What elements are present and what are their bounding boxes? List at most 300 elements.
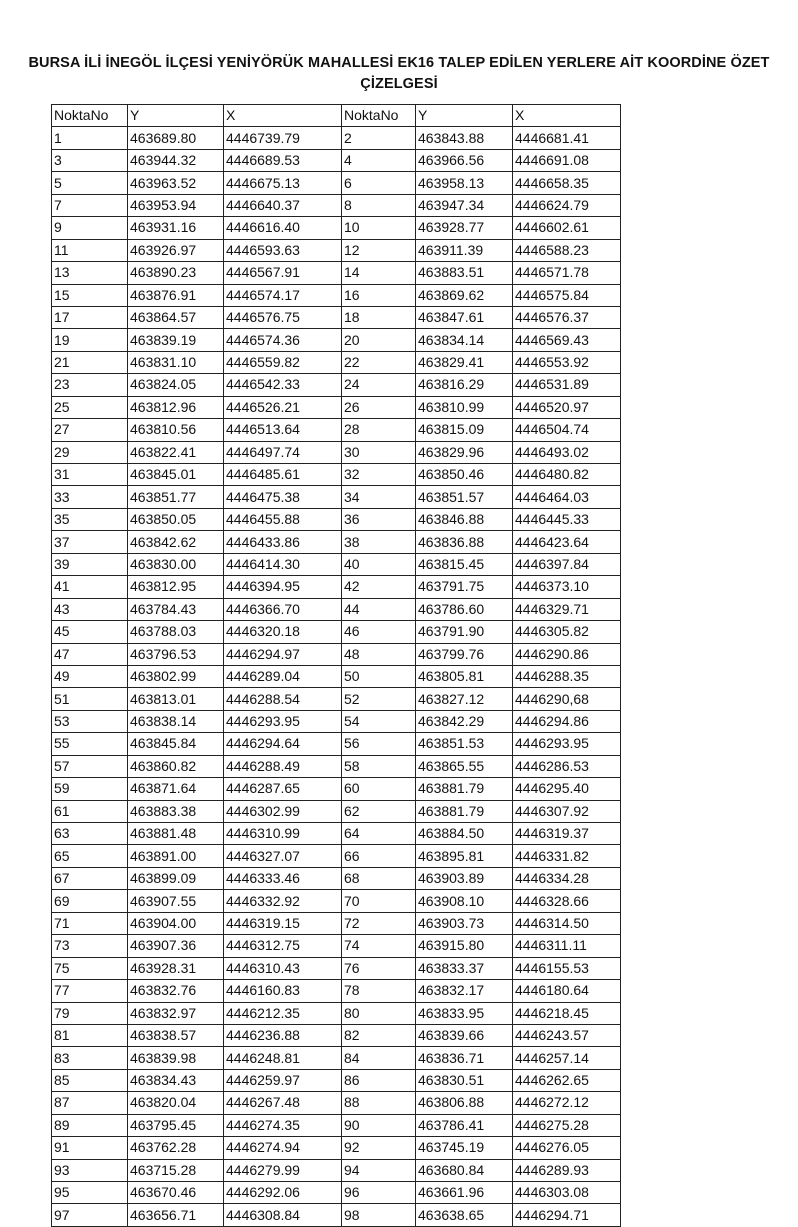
y-right-cell: 463895.81 xyxy=(416,845,513,867)
nokta-no-left-cell: 71 xyxy=(52,912,128,934)
y-left-cell: 463881.48 xyxy=(128,823,224,845)
x-left-cell: 4446739.79 xyxy=(224,127,342,149)
x-right-cell: 4446328.66 xyxy=(513,890,621,912)
table-row xyxy=(52,508,621,530)
x-left-cell: 4446497.74 xyxy=(224,441,342,463)
x-left-cell: 4446310.99 xyxy=(224,823,342,845)
y-right-cell: 463947.34 xyxy=(416,194,513,216)
x-left-cell: 4446274.35 xyxy=(224,1114,342,1136)
table-row xyxy=(52,172,621,194)
nokta-no-left-cell: 15 xyxy=(52,284,128,306)
table-row xyxy=(52,1204,621,1226)
x-right-cell: 4446180.64 xyxy=(513,980,621,1002)
table-row xyxy=(52,531,621,553)
nokta-no-right-cell: 76 xyxy=(342,957,416,979)
nokta-no-left-cell: 1 xyxy=(52,127,128,149)
x-left-cell: 4446288.54 xyxy=(224,688,342,710)
x-right-cell: 4446257.14 xyxy=(513,1047,621,1069)
table-row xyxy=(52,935,621,957)
y-left-cell: 463839.98 xyxy=(128,1047,224,1069)
y-right-cell: 463786.41 xyxy=(416,1114,513,1136)
y-left-cell: 463845.01 xyxy=(128,464,224,486)
nokta-no-right-cell: 98 xyxy=(342,1204,416,1226)
table-row xyxy=(52,194,621,216)
table-row xyxy=(52,778,621,800)
y-right-cell: 463833.95 xyxy=(416,1002,513,1024)
table-row xyxy=(52,239,621,261)
nokta-no-right-cell: 82 xyxy=(342,1024,416,1046)
y-right-cell: 463816.29 xyxy=(416,374,513,396)
x-left-cell: 4446675.13 xyxy=(224,172,342,194)
y-right-cell: 463911.39 xyxy=(416,239,513,261)
x-left-cell: 4446292.06 xyxy=(224,1182,342,1204)
y-right-cell: 463865.55 xyxy=(416,755,513,777)
nokta-no-left-cell: 11 xyxy=(52,239,128,261)
x-right-cell: 4446373.10 xyxy=(513,576,621,598)
x-left-cell: 4446366.70 xyxy=(224,598,342,620)
table-row xyxy=(52,1047,621,1069)
y-right-cell: 463815.45 xyxy=(416,553,513,575)
y-left-cell: 463907.55 xyxy=(128,890,224,912)
x-left-cell: 4446212.35 xyxy=(224,1002,342,1024)
x-right-cell: 4446681.41 xyxy=(513,127,621,149)
table-row xyxy=(52,1069,621,1091)
y-right-cell: 463903.73 xyxy=(416,912,513,934)
x-left-cell: 4446513.64 xyxy=(224,419,342,441)
table-row xyxy=(52,329,621,351)
x-left-cell: 4446236.88 xyxy=(224,1024,342,1046)
y-left-cell: 463907.36 xyxy=(128,935,224,957)
y-left-cell: 463891.00 xyxy=(128,845,224,867)
y-left-cell: 463830.00 xyxy=(128,553,224,575)
x-right-cell: 4446218.45 xyxy=(513,1002,621,1024)
x-right-cell: 4446286.53 xyxy=(513,755,621,777)
y-right-cell: 463661.96 xyxy=(416,1182,513,1204)
nokta-no-left-cell: 75 xyxy=(52,957,128,979)
nokta-no-left-cell: 25 xyxy=(52,396,128,418)
x-left-cell: 4446485.61 xyxy=(224,464,342,486)
nokta-no-left-cell: 3 xyxy=(52,149,128,171)
y-right-cell: 463842.29 xyxy=(416,710,513,732)
y-left-cell: 463812.96 xyxy=(128,396,224,418)
x-left-cell: 4446308.84 xyxy=(224,1204,342,1226)
x-right-cell: 4446331.82 xyxy=(513,845,621,867)
table-row xyxy=(52,127,621,149)
x-left-cell: 4446287.65 xyxy=(224,778,342,800)
table-row xyxy=(52,1137,621,1159)
nokta-no-right-cell: 90 xyxy=(342,1114,416,1136)
y-left-cell: 463899.09 xyxy=(128,867,224,889)
nokta-no-left-cell: 17 xyxy=(52,306,128,328)
table-row xyxy=(52,419,621,441)
y-left-cell: 463838.57 xyxy=(128,1024,224,1046)
x-left-cell: 4446279.99 xyxy=(224,1159,342,1181)
table-row xyxy=(52,890,621,912)
nokta-no-right-cell: 20 xyxy=(342,329,416,351)
x-left-cell: 4446475.38 xyxy=(224,486,342,508)
y-right-cell: 463881.79 xyxy=(416,778,513,800)
nokta-no-left-cell: 87 xyxy=(52,1092,128,1114)
document-title: BURSA İLİ İNEGÖL İLÇESİ YENİYÖRÜK MAHALLESİ EK16 TALEP EDİLEN YERLERE AİT KOORDİNE ÖZET xyxy=(28,55,770,71)
nokta-no-left-cell: 27 xyxy=(52,419,128,441)
x-right-cell: 4446293.95 xyxy=(513,733,621,755)
nokta-no-right-cell: 48 xyxy=(342,643,416,665)
y-right-cell: 463847.61 xyxy=(416,306,513,328)
y-right-cell: 463810.99 xyxy=(416,396,513,418)
y-right-cell: 463836.71 xyxy=(416,1047,513,1069)
y-left-cell: 463715.28 xyxy=(128,1159,224,1181)
y-left-cell: 463931.16 xyxy=(128,217,224,239)
nokta-no-right-cell: 80 xyxy=(342,1002,416,1024)
x-left-cell: 4446267.48 xyxy=(224,1092,342,1114)
x-right-cell: 4446311.11 xyxy=(513,935,621,957)
x-right-cell: 4446531.89 xyxy=(513,374,621,396)
table-row xyxy=(52,755,621,777)
y-right-cell: 463850.46 xyxy=(416,464,513,486)
x-left-cell: 4446312.75 xyxy=(224,935,342,957)
table-row xyxy=(52,800,621,822)
nokta-no-left-cell: 49 xyxy=(52,665,128,687)
y-left-cell: 463842.62 xyxy=(128,531,224,553)
nokta-no-right-cell: 16 xyxy=(342,284,416,306)
nokta-no-left-cell: 43 xyxy=(52,598,128,620)
y-left-cell: 463860.82 xyxy=(128,755,224,777)
table-row xyxy=(52,351,621,373)
nokta-no-right-cell: 50 xyxy=(342,665,416,687)
nokta-no-left-cell: 55 xyxy=(52,733,128,755)
x-right-cell: 4446588.23 xyxy=(513,239,621,261)
header-nokta-no-left: NoktaNo xyxy=(52,105,128,127)
x-left-cell: 4446576.75 xyxy=(224,306,342,328)
table-row xyxy=(52,1114,621,1136)
nokta-no-left-cell: 57 xyxy=(52,755,128,777)
y-left-cell: 463883.38 xyxy=(128,800,224,822)
y-left-cell: 463689.80 xyxy=(128,127,224,149)
nokta-no-left-cell: 39 xyxy=(52,553,128,575)
table-row xyxy=(52,262,621,284)
nokta-no-left-cell: 37 xyxy=(52,531,128,553)
y-right-cell: 463806.88 xyxy=(416,1092,513,1114)
x-right-cell: 4446288.35 xyxy=(513,665,621,687)
nokta-no-left-cell: 91 xyxy=(52,1137,128,1159)
y-right-cell: 463829.41 xyxy=(416,351,513,373)
nokta-no-left-cell: 59 xyxy=(52,778,128,800)
y-left-cell: 463762.28 xyxy=(128,1137,224,1159)
nokta-no-right-cell: 6 xyxy=(342,172,416,194)
x-right-cell: 4446571.78 xyxy=(513,262,621,284)
table-row xyxy=(52,284,621,306)
y-right-cell: 463834.14 xyxy=(416,329,513,351)
coordinate-table xyxy=(51,104,621,1227)
header-nokta-no-right: NoktaNo xyxy=(342,105,416,127)
x-left-cell: 4446332.92 xyxy=(224,890,342,912)
y-right-cell: 463851.57 xyxy=(416,486,513,508)
table-row xyxy=(52,688,621,710)
y-left-cell: 463810.56 xyxy=(128,419,224,441)
x-right-cell: 4446305.82 xyxy=(513,621,621,643)
y-left-cell: 463670.46 xyxy=(128,1182,224,1204)
y-right-cell: 463903.89 xyxy=(416,867,513,889)
nokta-no-right-cell: 52 xyxy=(342,688,416,710)
y-left-cell: 463796.53 xyxy=(128,643,224,665)
nokta-no-right-cell: 74 xyxy=(342,935,416,957)
y-right-cell: 463966.56 xyxy=(416,149,513,171)
table-row xyxy=(52,306,621,328)
y-right-cell: 463915.80 xyxy=(416,935,513,957)
x-left-cell: 4446567.91 xyxy=(224,262,342,284)
y-right-cell: 463843.88 xyxy=(416,127,513,149)
y-left-cell: 463963.52 xyxy=(128,172,224,194)
y-left-cell: 463838.14 xyxy=(128,710,224,732)
nokta-no-right-cell: 64 xyxy=(342,823,416,845)
x-left-cell: 4446526.21 xyxy=(224,396,342,418)
x-left-cell: 4446288.49 xyxy=(224,755,342,777)
nokta-no-left-cell: 29 xyxy=(52,441,128,463)
x-right-cell: 4446576.37 xyxy=(513,306,621,328)
table-row xyxy=(52,149,621,171)
x-left-cell: 4446259.97 xyxy=(224,1069,342,1091)
table-body xyxy=(52,127,621,1226)
x-left-cell: 4446455.88 xyxy=(224,508,342,530)
nokta-no-right-cell: 10 xyxy=(342,217,416,239)
nokta-no-left-cell: 81 xyxy=(52,1024,128,1046)
nokta-no-right-cell: 40 xyxy=(342,553,416,575)
y-left-cell: 463839.19 xyxy=(128,329,224,351)
x-left-cell: 4446394.95 xyxy=(224,576,342,598)
x-right-cell: 4446276.05 xyxy=(513,1137,621,1159)
y-left-cell: 463795.45 xyxy=(128,1114,224,1136)
x-left-cell: 4446542.33 xyxy=(224,374,342,396)
nokta-no-right-cell: 18 xyxy=(342,306,416,328)
x-right-cell: 4446275.28 xyxy=(513,1114,621,1136)
x-left-cell: 4446294.64 xyxy=(224,733,342,755)
y-right-cell: 463791.75 xyxy=(416,576,513,598)
x-left-cell: 4446433.86 xyxy=(224,531,342,553)
x-left-cell: 4446559.82 xyxy=(224,351,342,373)
x-left-cell: 4446293.95 xyxy=(224,710,342,732)
nokta-no-right-cell: 94 xyxy=(342,1159,416,1181)
nokta-no-right-cell: 60 xyxy=(342,778,416,800)
y-right-cell: 463846.88 xyxy=(416,508,513,530)
nokta-no-right-cell: 96 xyxy=(342,1182,416,1204)
x-right-cell: 4446272.12 xyxy=(513,1092,621,1114)
nokta-no-right-cell: 88 xyxy=(342,1092,416,1114)
y-right-cell: 463827.12 xyxy=(416,688,513,710)
nokta-no-left-cell: 67 xyxy=(52,867,128,889)
x-right-cell: 4446504.74 xyxy=(513,419,621,441)
nokta-no-left-cell: 95 xyxy=(52,1182,128,1204)
y-right-cell: 463958.13 xyxy=(416,172,513,194)
nokta-no-left-cell: 23 xyxy=(52,374,128,396)
nokta-no-right-cell: 24 xyxy=(342,374,416,396)
nokta-no-left-cell: 83 xyxy=(52,1047,128,1069)
x-right-cell: 4446319.37 xyxy=(513,823,621,845)
nokta-no-right-cell: 72 xyxy=(342,912,416,934)
x-right-cell: 4446658.35 xyxy=(513,172,621,194)
table-row xyxy=(52,1092,621,1114)
table-row xyxy=(52,374,621,396)
table-row xyxy=(52,1159,621,1181)
x-right-cell: 4446445.33 xyxy=(513,508,621,530)
y-right-cell: 463884.50 xyxy=(416,823,513,845)
header-y-right: Y xyxy=(416,105,513,127)
y-left-cell: 463832.97 xyxy=(128,1002,224,1024)
x-left-cell: 4446320.18 xyxy=(224,621,342,643)
x-left-cell: 4446593.63 xyxy=(224,239,342,261)
x-right-cell: 4446294.86 xyxy=(513,710,621,732)
y-left-cell: 463788.03 xyxy=(128,621,224,643)
x-right-cell: 4446334.28 xyxy=(513,867,621,889)
y-right-cell: 463638.65 xyxy=(416,1204,513,1226)
nokta-no-right-cell: 36 xyxy=(342,508,416,530)
nokta-no-left-cell: 13 xyxy=(52,262,128,284)
table-row xyxy=(52,576,621,598)
x-left-cell: 4446574.17 xyxy=(224,284,342,306)
x-left-cell: 4446327.07 xyxy=(224,845,342,867)
nokta-no-right-cell: 34 xyxy=(342,486,416,508)
table-row xyxy=(52,845,621,867)
y-left-cell: 463864.57 xyxy=(128,306,224,328)
nokta-no-left-cell: 35 xyxy=(52,508,128,530)
x-left-cell: 4446294.97 xyxy=(224,643,342,665)
y-left-cell: 463953.94 xyxy=(128,194,224,216)
y-right-cell: 463851.53 xyxy=(416,733,513,755)
y-right-cell: 463836.88 xyxy=(416,531,513,553)
y-left-cell: 463926.97 xyxy=(128,239,224,261)
x-left-cell: 4446289.04 xyxy=(224,665,342,687)
header-y-left: Y xyxy=(128,105,224,127)
y-left-cell: 463904.00 xyxy=(128,912,224,934)
y-right-cell: 463839.66 xyxy=(416,1024,513,1046)
x-left-cell: 4446574.36 xyxy=(224,329,342,351)
nokta-no-left-cell: 93 xyxy=(52,1159,128,1181)
nokta-no-left-cell: 7 xyxy=(52,194,128,216)
table-row xyxy=(52,710,621,732)
table-row xyxy=(52,217,621,239)
x-left-cell: 4446333.46 xyxy=(224,867,342,889)
table-row xyxy=(52,867,621,889)
x-left-cell: 4446310.43 xyxy=(224,957,342,979)
x-right-cell: 4446423.64 xyxy=(513,531,621,553)
y-left-cell: 463845.84 xyxy=(128,733,224,755)
header-x-right: X xyxy=(513,105,621,127)
nokta-no-left-cell: 97 xyxy=(52,1204,128,1226)
x-left-cell: 4446274.94 xyxy=(224,1137,342,1159)
nokta-no-left-cell: 89 xyxy=(52,1114,128,1136)
document-title-continued: ÇİZELGESİ xyxy=(360,76,438,92)
y-left-cell: 463813.01 xyxy=(128,688,224,710)
table-row xyxy=(52,733,621,755)
nokta-no-right-cell: 26 xyxy=(342,396,416,418)
x-right-cell: 4446303.08 xyxy=(513,1182,621,1204)
nokta-no-left-cell: 33 xyxy=(52,486,128,508)
x-left-cell: 4446640.37 xyxy=(224,194,342,216)
nokta-no-left-cell: 85 xyxy=(52,1069,128,1091)
nokta-no-left-cell: 45 xyxy=(52,621,128,643)
table-row xyxy=(52,396,621,418)
y-left-cell: 463834.43 xyxy=(128,1069,224,1091)
x-right-cell: 4446602.61 xyxy=(513,217,621,239)
y-right-cell: 463830.51 xyxy=(416,1069,513,1091)
y-left-cell: 463820.04 xyxy=(128,1092,224,1114)
y-right-cell: 463805.81 xyxy=(416,665,513,687)
x-left-cell: 4446414.30 xyxy=(224,553,342,575)
nokta-no-right-cell: 12 xyxy=(342,239,416,261)
nokta-no-left-cell: 53 xyxy=(52,710,128,732)
x-right-cell: 4446314.50 xyxy=(513,912,621,934)
nokta-no-right-cell: 46 xyxy=(342,621,416,643)
table-row xyxy=(52,1024,621,1046)
x-left-cell: 4446302.99 xyxy=(224,800,342,822)
nokta-no-left-cell: 73 xyxy=(52,935,128,957)
y-left-cell: 463928.31 xyxy=(128,957,224,979)
nokta-no-left-cell: 19 xyxy=(52,329,128,351)
nokta-no-left-cell: 41 xyxy=(52,576,128,598)
nokta-no-right-cell: 42 xyxy=(342,576,416,598)
nokta-no-left-cell: 51 xyxy=(52,688,128,710)
y-left-cell: 463890.23 xyxy=(128,262,224,284)
x-right-cell: 4446294.71 xyxy=(513,1204,621,1226)
nokta-no-right-cell: 66 xyxy=(342,845,416,867)
y-right-cell: 463832.17 xyxy=(416,980,513,1002)
x-right-cell: 4446493.02 xyxy=(513,441,621,463)
nokta-no-left-cell: 31 xyxy=(52,464,128,486)
x-right-cell: 4446691.08 xyxy=(513,149,621,171)
table-header-row xyxy=(52,105,621,127)
table-row xyxy=(52,1002,621,1024)
nokta-no-right-cell: 62 xyxy=(342,800,416,822)
x-left-cell: 4446160.83 xyxy=(224,980,342,1002)
x-right-cell: 4446289.93 xyxy=(513,1159,621,1181)
table-row xyxy=(52,823,621,845)
table-row xyxy=(52,957,621,979)
nokta-no-right-cell: 78 xyxy=(342,980,416,1002)
x-right-cell: 4446575.84 xyxy=(513,284,621,306)
nokta-no-left-cell: 63 xyxy=(52,823,128,845)
nokta-no-left-cell: 9 xyxy=(52,217,128,239)
nokta-no-right-cell: 4 xyxy=(342,149,416,171)
nokta-no-right-cell: 44 xyxy=(342,598,416,620)
y-left-cell: 463851.77 xyxy=(128,486,224,508)
nokta-no-right-cell: 32 xyxy=(342,464,416,486)
x-right-cell: 4446569.43 xyxy=(513,329,621,351)
y-right-cell: 463869.62 xyxy=(416,284,513,306)
nokta-no-right-cell: 38 xyxy=(342,531,416,553)
x-right-cell: 4446290.86 xyxy=(513,643,621,665)
table-row xyxy=(52,1182,621,1204)
nokta-no-right-cell: 86 xyxy=(342,1069,416,1091)
nokta-no-right-cell: 8 xyxy=(342,194,416,216)
y-left-cell: 463812.95 xyxy=(128,576,224,598)
x-right-cell: 4446307.92 xyxy=(513,800,621,822)
nokta-no-left-cell: 77 xyxy=(52,980,128,1002)
y-left-cell: 463822.41 xyxy=(128,441,224,463)
y-left-cell: 463871.64 xyxy=(128,778,224,800)
nokta-no-right-cell: 70 xyxy=(342,890,416,912)
y-left-cell: 463944.32 xyxy=(128,149,224,171)
table-row xyxy=(52,621,621,643)
y-left-cell: 463850.05 xyxy=(128,508,224,530)
x-right-cell: 4446464.03 xyxy=(513,486,621,508)
nokta-no-left-cell: 21 xyxy=(52,351,128,373)
table-row xyxy=(52,912,621,934)
nokta-no-right-cell: 14 xyxy=(342,262,416,284)
nokta-no-left-cell: 61 xyxy=(52,800,128,822)
y-right-cell: 463680.84 xyxy=(416,1159,513,1181)
y-right-cell: 463928.77 xyxy=(416,217,513,239)
nokta-no-right-cell: 84 xyxy=(342,1047,416,1069)
x-right-cell: 4446290,68 xyxy=(513,688,621,710)
